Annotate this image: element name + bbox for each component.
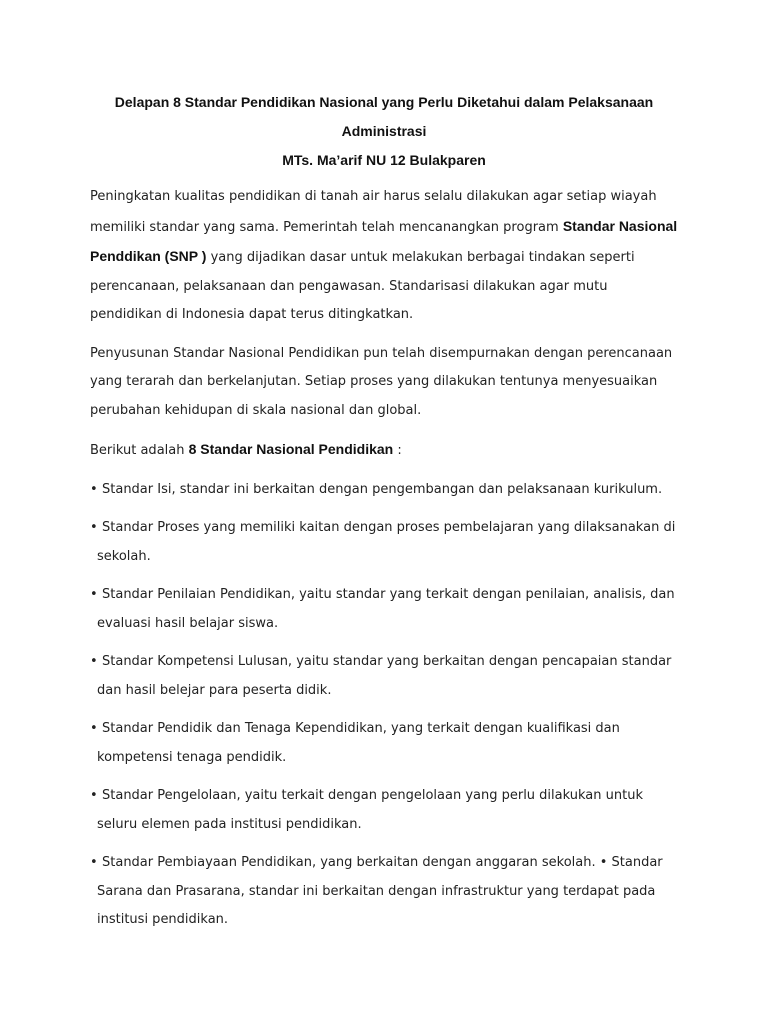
- paragraph-development: Penyusunan Standar Nasional Pendidikan pun telah disempurnakan dengan perencanaan yang terarah dan berkelanjutan. Setiap proses yang dilakukan tentunya menyesuaikan perubahan kehidupan di skala nasional dan global.: [90, 345, 673, 418]
- list-item: [90, 849, 678, 935]
- list-intro-text-1: Berikut adalah: [90, 443, 189, 458]
- list-item-text: Standar Pengelolaan, yaitu terkait dengan pengelolaan yang perlu dilakukan untuk seluru elemen pada institusi pendidikan.: [97, 788, 643, 832]
- list-item-text: Standar Pendidik dan Tenaga Kependidikan, yang terkait dengan kualifikasi dan kompetensi tenaga pendidik.: [97, 721, 620, 765]
- bullet-icon: •: [90, 788, 98, 803]
- list-item-text: Standar Isi, standar ini berkaitan dengan pengembangan dan pelaksanaan kurikulum.: [102, 481, 663, 497]
- bullet-icon: •: [90, 654, 98, 669]
- list-item-text: Standar Proses yang memiliki kaitan dengan proses pembelajaran yang dilaksanakan di sekolah.: [97, 520, 676, 564]
- bullet-icon: •: [90, 520, 98, 535]
- list-item-text: Standar Kompetensi Lulusan, yaitu standar yang berkaitan dengan pencapaian standar dan hasil belejar para peserta didik.: [97, 654, 672, 698]
- list-intro-bold: 8 Standar Nasional Pendidikan: [188, 441, 394, 457]
- list-item: [90, 581, 678, 638]
- paragraph-intro: [90, 183, 678, 330]
- title-line-1: Delapan 8 Standar Pendidikan Nasional yang Perlu Diketahui dalam Pelaksanaan Administrasi: [114, 94, 654, 139]
- title-line-2: MTs. Ma’arif NU 12 Bulakparen: [282, 152, 486, 168]
- list-item-text: Standar Penilaian Pendidikan, yaitu standar yang terkait dengan penilaian, analisis, dan evaluasi hasil belajar siswa.: [97, 587, 675, 631]
- standards-list: [90, 476, 678, 935]
- list-item-text: Standar Pembiayaan Pendidikan, yang berkaitan dengan anggaran sekolah. • Standar Sarana dan Prasarana, standar ini berkaitan dengan infrastruktur yang terdapat pada institusi pendidikan.: [97, 855, 663, 927]
- list-intro-text-2: :: [393, 443, 402, 458]
- list-item: [90, 514, 678, 571]
- list-item: [90, 476, 678, 505]
- paragraph-intro-bold: Standar Nasional Penddikan (SNP ): [90, 217, 678, 264]
- paragraph-list-intro: [90, 435, 678, 466]
- list-item: [90, 782, 678, 839]
- list-item: [90, 715, 678, 772]
- paragraph-intro-text-1: Peningkatan kualitas pendidikan di tanah air harus selalu dilakukan agar setiap wiayah memiliki standar yang sama. Pemerintah telah mencanangkan program: [90, 189, 657, 235]
- bullet-icon: •: [90, 587, 98, 602]
- bullet-icon: •: [90, 855, 98, 870]
- paragraph-intro-text-2: yang dijadikan dasar untuk melakukan berbagai tindakan seperti perencanaan, pelaksanaan dan pengawasan. Standarisasi dilakukan agar mutu pendidikan di Indonesia dapat terus ditingkatkan.: [90, 250, 635, 322]
- bullet-icon: •: [90, 721, 98, 736]
- bullet-icon: •: [90, 481, 98, 497]
- list-item: [90, 648, 678, 705]
- document-title: [90, 88, 678, 175]
